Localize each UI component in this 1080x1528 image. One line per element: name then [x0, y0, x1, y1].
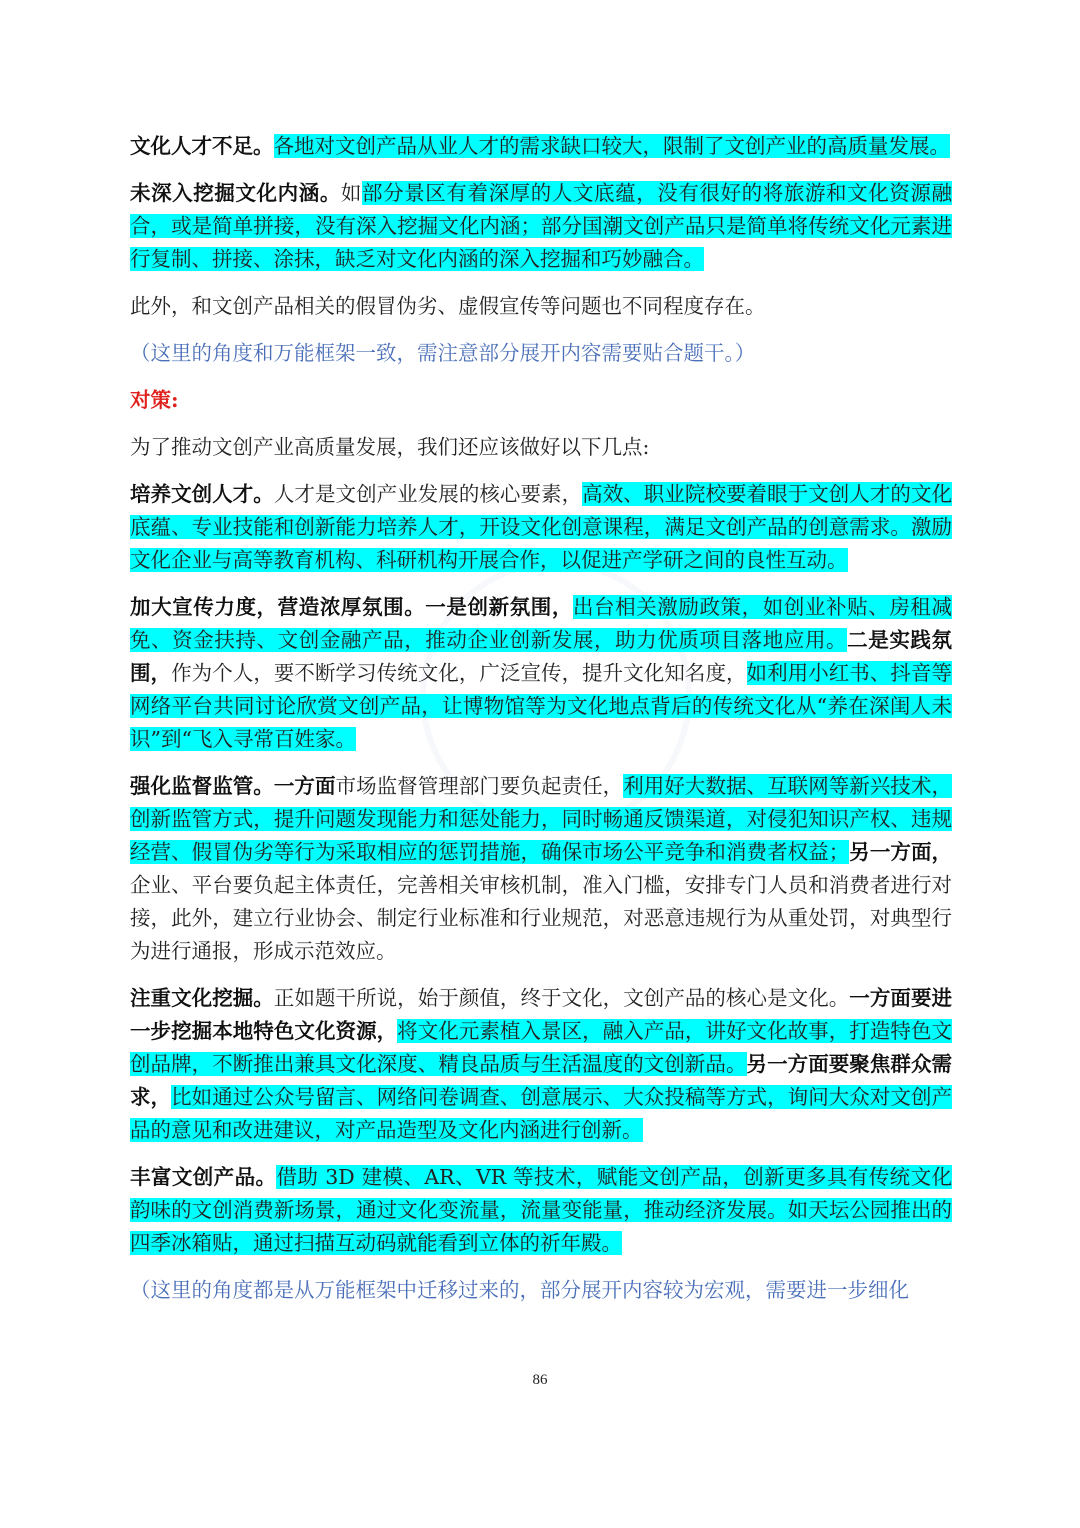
- paragraph-title: 注重文化挖掘。: [130, 986, 274, 1010]
- paragraph-title: 未深入挖掘文化内涵。: [130, 181, 341, 205]
- paragraph-enrich-products: [130, 1161, 952, 1260]
- highlighted-text: 部分景区有着深厚的人文底蕴，没有很好的将旅游和文化资源融合，或是简单拼接，没有深入挖掘文化内涵；部分国潮文创产品只是简单将传统文化元素进行复制、拼接、涂抹，缺乏对文化内涵的深入挖掘和巧妙融合。: [130, 181, 953, 271]
- highlighted-text: 出台相关激励政策，如创业补贴、房租减免、资金扶持、文创金融产品，推动企业创新发展，助力优质项目落地应用。: [130, 595, 953, 652]
- editor-note-2: （这里的角度都是从万能框架中迁移过来的，部分展开内容较为宏观，需要进一步细化: [130, 1278, 909, 1302]
- subpoint-title: 二是实践氛围，: [130, 628, 953, 685]
- body-text: 企业、平台要负起主体责任，完善相关审核机制，准入门槛，安排专门人员和消费者进行对接，此外，建立行业协会、制定行业标准和行业规范，对恶意违规行为从重处罚，对典型行为进行通报，形成示范效应。: [130, 873, 952, 963]
- paragraph-publicity: [130, 591, 952, 756]
- highlighted-text: 借助 3D 建模、AR、VR 等技术，赋能文创产品，创新更多具有传统文化韵味的文创消费新场景，通过文化变流量，流量变能量，推动经济发展。如天坛公园推出的四季冰箱贴，通过扫描互动码就能看到立体的祈年殿。: [130, 1165, 952, 1255]
- paragraph-supervision: [130, 770, 952, 968]
- paragraph-title: 丰富文创产品。: [130, 1165, 277, 1189]
- subpoint-title: 一方面要进一步挖掘本地特色文化资源，: [130, 986, 953, 1043]
- paragraph-title: 加大宣传力度，营造浓厚氛围。一是创新氛围，: [130, 595, 573, 619]
- paragraph-counterfeit: [130, 290, 952, 323]
- paragraph-title: 文化人才不足。: [130, 134, 274, 158]
- body-text: 此外，和文创产品相关的假冒伪劣、虚假宣传等问题也不同程度存在。: [130, 294, 766, 318]
- highlighted-text: 利用好大数据、互联网等新兴技术，创新监管方式，提升问题发现能力和惩处能力，同时畅通反馈渠道，对侵犯知识产权、违规经营、假冒伪劣等行为采取相应的惩罚措施，确保市场公平竞争和消费者权益；: [130, 774, 953, 864]
- subpoint-title: 另一方面要聚焦群众需求，: [130, 1052, 953, 1109]
- highlighted-text: 各地对文创产品从业人才的需求缺口较大，限制了文创产业的高质量发展。: [273, 134, 950, 158]
- paragraph-intro: 为了推动文创产业高质量发展，我们还应该做好以下几点:: [130, 435, 650, 459]
- highlighted-text: 将文化元素植入景区，融入产品，讲好文化故事，打造特色文创品牌，不断推出兼具文化深度、精良品质与生活温度的文创新品。: [130, 1019, 953, 1076]
- body-text: 如: [340, 181, 363, 205]
- paragraph-title: 强化监督监管。一方面: [130, 774, 336, 798]
- paragraph-talent-shortage: [130, 130, 952, 163]
- paragraph-culture-mining: [130, 982, 952, 1147]
- subpoint-title: 另一方面，: [849, 840, 953, 864]
- paragraph-culture-depth: [130, 177, 952, 276]
- editor-note-1: （这里的角度和万能框架一致，需注意部分展开内容需要贴合题干。）: [130, 341, 756, 365]
- page-number: 86: [532, 1372, 548, 1388]
- body-text: 人才是文创产业发展的核心要素，: [273, 482, 583, 506]
- body-text: 作为个人，要不断学习传统文化，广泛宣传，提升文化知名度，: [171, 661, 747, 685]
- highlighted-text: 比如通过公众号留言、网络问卷调查、创意展示、大众投稿等方式，询问大众对文创产品的意见和改进建议，对产品造型及文化内涵进行创新。: [130, 1085, 953, 1142]
- body-text: 市场监督管理部门要负起责任，: [335, 774, 624, 798]
- section-heading-countermeasures: 对策:: [130, 388, 179, 412]
- paragraph-cultivate-talent: [130, 478, 952, 577]
- page-body: [130, 130, 952, 1321]
- highlighted-text: 如利用小红书、抖音等网络平台共同讨论欣赏文创产品，让博物馆等为文化地点背后的传统文化从“养在深闺人未识”到“飞入寻常百姓家。: [130, 661, 953, 751]
- highlighted-text: 高效、职业院校要着眼于文创人才的文化底蕴、专业技能和创新能力培养人才，开设文化创意课程，满足文创产品的创意需求。激励文化企业与高等教育机构、科研机构开展合作，以促进产学研之间的良性互动。: [130, 482, 953, 572]
- paragraph-title: 培养文创人才。: [130, 482, 274, 506]
- body-text: 正如题干所说，始于颜值，终于文化，文创产品的核心是文化。: [273, 986, 850, 1010]
